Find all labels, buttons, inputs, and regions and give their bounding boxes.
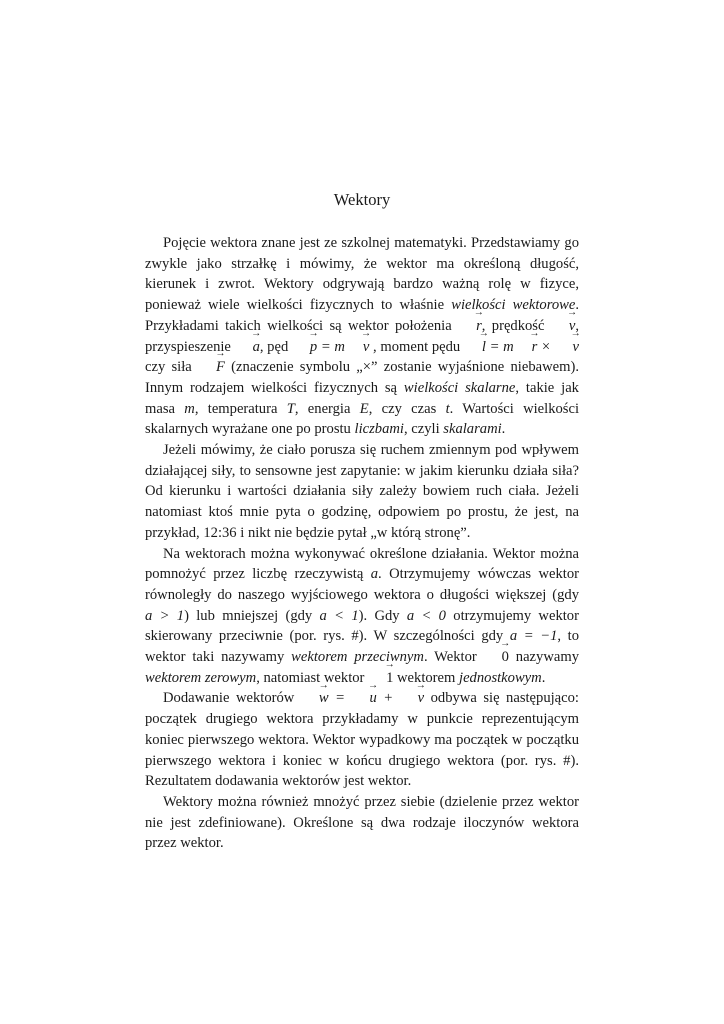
italic-term: m — [184, 400, 195, 417]
math-expression: + — [376, 690, 400, 707]
vector-symbol: r → — [458, 316, 482, 337]
text-run: Dodawanie wektorów — [163, 690, 301, 707]
text-run: , natomiast wektor — [256, 669, 369, 686]
text-run: otrzymujemy wektor skierowany przeciwnie (por. rys. #). W szczególności gdy — [145, 607, 579, 645]
vector-symbol: v → — [345, 337, 369, 358]
italic-term: a — [370, 566, 379, 583]
vector-symbol: r → — [514, 337, 538, 358]
text-run: . Otrzymujemy wówczas wektor równoległy do naszego wyjściowego wektora o długości większej (gdy — [145, 566, 579, 603]
text-run: ) lub mniejszej (gdy — [184, 607, 320, 624]
document-title: Wektory — [333, 190, 391, 209]
vector-symbol: 1 → — [368, 668, 393, 689]
text-run: odbywa się następująco: początek drugiego wektora przykładamy w punkcie reprezentującym koniec pierwszego wektora. Wektor wypadkowy ma początek w początku pierwszego wektora i koniec w końcu drugiego wektora (por. rys. #). Rezultatem dodawania wektorów jest wektor. — [145, 690, 579, 790]
paragraph — [145, 440, 579, 544]
vector-symbol: v → — [555, 337, 579, 358]
math-expression: a > 1 — [145, 607, 185, 624]
text-run: wektorem — [393, 669, 460, 686]
vector-symbol: w → — [301, 688, 329, 709]
text-run: , temperatura — [194, 400, 287, 417]
text-run: (znaczenie symbolu „×” zostanie wyjaśnione niebawem). Innym rodzajem wielkości fizycznych są — [145, 359, 579, 396]
math-expression: = m — [317, 338, 345, 355]
text-run: , takie jak masa — [145, 379, 579, 417]
math-expression: = — [328, 690, 352, 707]
text-run: Na wektorach można wykonywać określone działania. Wektor można pomnożyć przez liczbę rzeczywistą — [145, 545, 579, 583]
vector-symbol: 0 → — [484, 647, 509, 668]
italic-term: T — [286, 400, 295, 417]
italic-term: wielkości skalarne — [403, 379, 516, 396]
text-run: . Wartości wielkości skalarnych wyrażane one po prostu — [145, 400, 580, 438]
text-run: Wektory można również mnożyć przez siebie (dzielenie przez wektor nie jest zdefiniowane). Określone są dwa rodzaje iloczynów wektora przez wektor. — [145, 793, 579, 852]
italic-term: E — [359, 400, 369, 417]
text-run: , czy czas — [368, 400, 446, 417]
text-run: , prędkość — [481, 317, 551, 334]
vector-symbol: u → — [351, 688, 376, 709]
text-run: nazywamy — [508, 649, 579, 666]
text-run: ). Gdy — [358, 607, 407, 624]
text-run: . — [541, 669, 546, 686]
vector-symbol: a → — [235, 337, 260, 358]
text-run: , moment pędu — [369, 338, 464, 355]
text-run: Pojęcie wektora znane jest ze szkolnej matematyki. Przedstawiamy go zwykle jako strzałkę i mówimy, że wektor ma określoną długość, kierunek i zwrot. Wektory odgrywają bardzo ważną rolę w fizyce, ponieważ wiele wielkości fizycznych to właśnie — [145, 235, 579, 314]
text-run: . — [501, 421, 506, 438]
italic-term: liczbami — [354, 421, 404, 438]
vector-symbol: F → — [198, 357, 225, 378]
vector-symbol: v → — [400, 688, 424, 709]
vector-symbol: v → — [551, 316, 575, 337]
vector-symbol: l → — [464, 337, 486, 358]
paragraph — [145, 544, 579, 689]
paragraph — [145, 688, 579, 792]
text-run: , czyli — [403, 421, 444, 438]
text-run: , to wektor taki nazywamy — [145, 628, 579, 666]
text-run: . Wektor — [423, 649, 484, 666]
italic-term: skalarami — [443, 421, 502, 438]
italic-term: wielkości wektorowe — [451, 297, 576, 314]
text-run: . Przykładami takich wielkości są wektor położenia — [145, 297, 580, 334]
math-expression: = m — [485, 338, 514, 355]
text-run: , energia — [294, 400, 360, 417]
italic-term: jednostkowym — [459, 669, 542, 686]
text-run: Jeżeli mówimy, że ciało porusza się ruchem zmiennym pod wpływem działającej siły, to sensowne jest zapytanie: w jakim kierunku działa siła? Od kierunku i wartości działania siły zależy bowiem ruch ciała. Jeżeli natomiast ktoś mnie pyta o godzinę, odpowiem po prostu, że jest, na przykład, 12:36 i nikt nie będzie pytał „w którą stronę”. — [145, 442, 579, 541]
math-expression: a = −1 — [509, 628, 558, 645]
document-body — [145, 233, 579, 854]
text-run: czy siła — [145, 359, 199, 376]
vector-symbol: p → — [292, 337, 317, 358]
math-expression: a < 0 — [406, 607, 446, 624]
paragraph — [145, 233, 579, 440]
text-run: , przyspieszenie — [145, 317, 579, 355]
math-expression: × — [537, 338, 555, 355]
text-run: , pęd — [259, 338, 292, 355]
math-expression: a < 1 — [319, 607, 359, 624]
italic-term: wektorem przeciwnym — [291, 649, 424, 666]
italic-term: wektorem zerowym — [145, 669, 257, 686]
paragraph — [145, 792, 579, 854]
italic-term: t — [445, 400, 450, 417]
